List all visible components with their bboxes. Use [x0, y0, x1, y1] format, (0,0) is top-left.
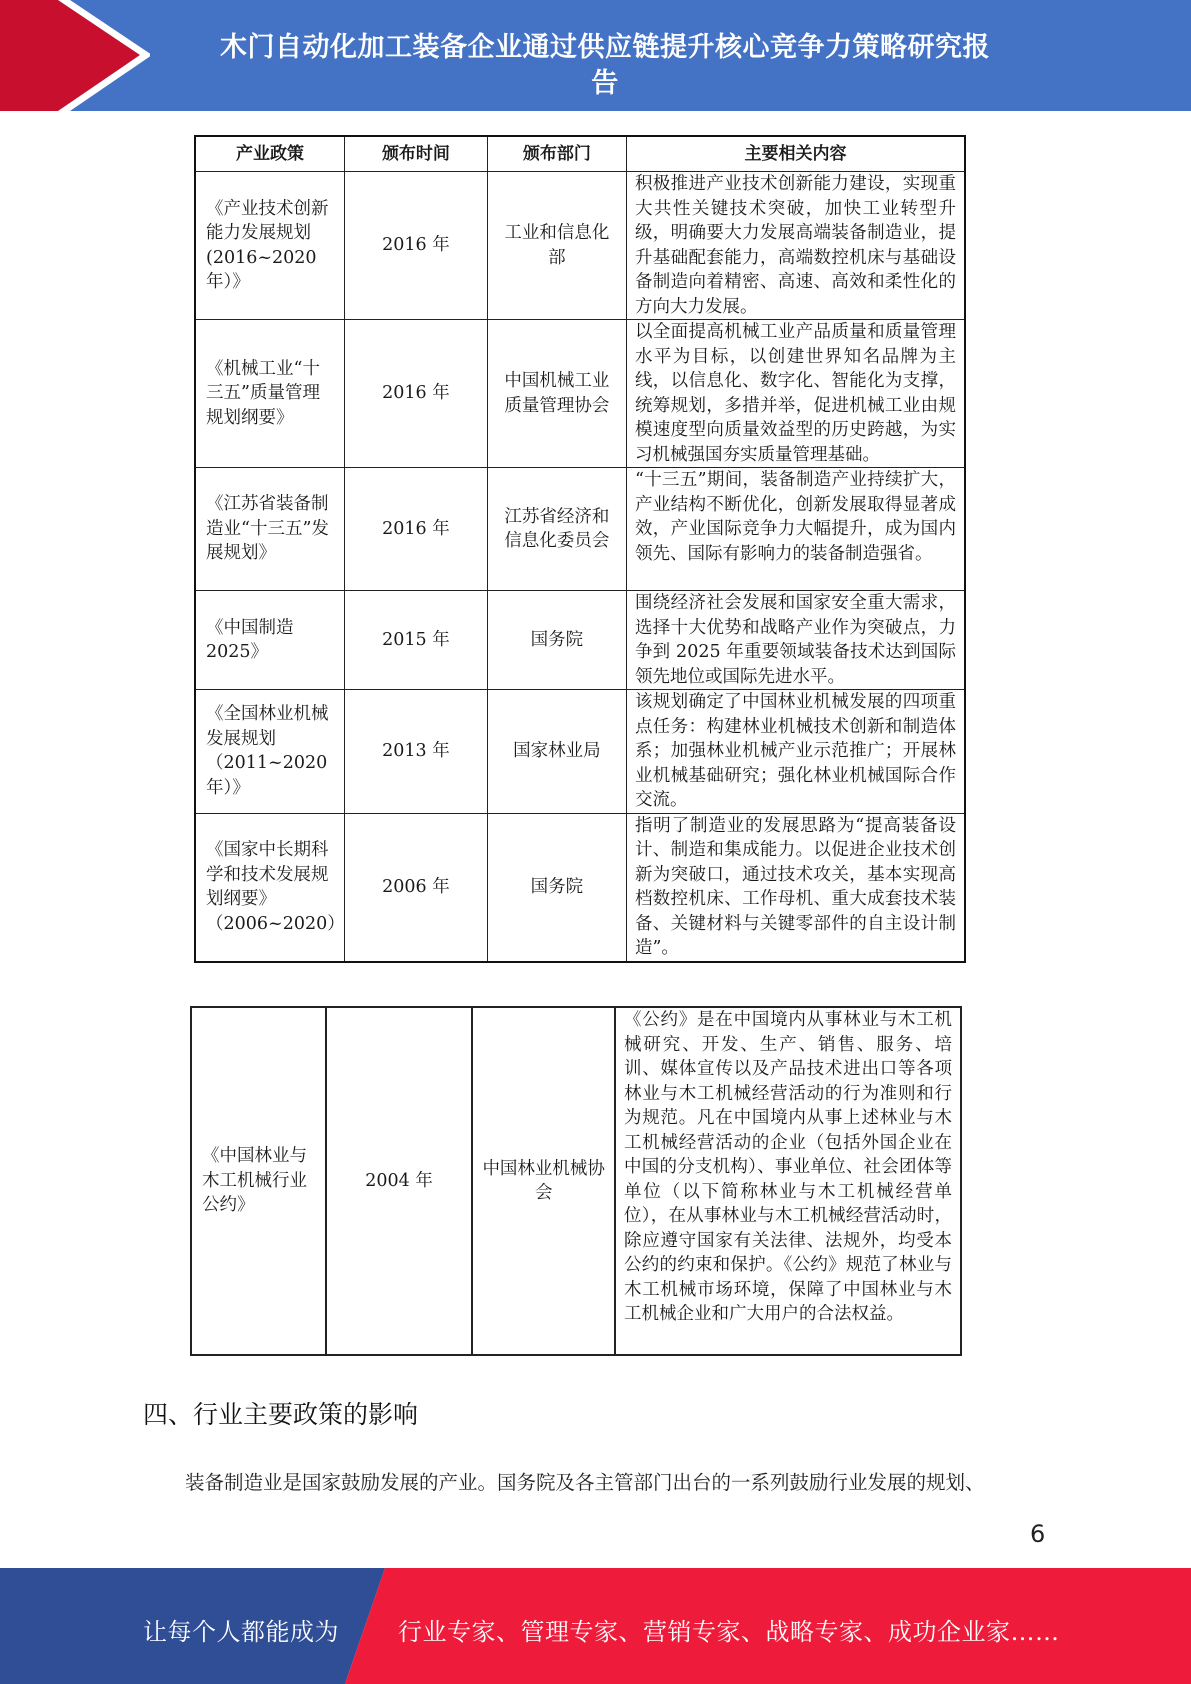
- table-row: [195, 468, 965, 591]
- policy-department: 中国林业机械协会: [472, 1007, 615, 1355]
- policy-department: 国务院: [487, 813, 626, 962]
- column-header-content: 主要相关内容: [626, 136, 965, 172]
- table-row: [195, 172, 965, 320]
- table-row: [191, 1007, 961, 1355]
- table-header-row: [195, 136, 965, 172]
- policy-content: 该规划确定了中国林业机械发展的四项重点任务：构建林业机械技术创新和制造体系；加强林业机械产业示范推广；开展林业机械基础研究；强化林业机械国际合作交流。: [626, 690, 965, 814]
- table-row: [195, 690, 965, 814]
- report-title: [175, 30, 1035, 102]
- policy-name: 《江苏省装备制造业“十三五”发展规划》: [195, 468, 344, 591]
- header-banner: [0, 0, 1191, 111]
- column-header-policy: 产业政策: [195, 136, 344, 172]
- report-title-line1: 木门自动化加工装备企业通过供应链提升核心竞争力策略研究报: [220, 32, 990, 63]
- policy-content: 《公约》是在中国境内从事林业与木工机械研究、开发、生产、销售、服务、培训、媒体宣传以及产品技术进出口等各项林业与木工机械经营活动的行为准则和行为规范。凡在中国境内从事上述林业与木工机械经营活动的企业（包括外国企业在中国的分支机构）、事业单位、社会团体等单位（以下简称林业与木工机械经营单位），在从事林业与木工机械经营活动时，除应遵守国家有关法律、法规外，均受本公约的约束和保护。《公约》规范了林业与木工机械市场环境，保障了中国林业与木工机械企业和广大用户的合法权益。: [615, 1007, 961, 1355]
- policy-content: 围绕经济社会发展和国家安全重大需求，选择十大优势和战略产业作为突破点，力争到 2025 年重要领域装备技术达到国际领先地位或国际先进水平。: [626, 591, 965, 690]
- policy-department: 国家林业局: [487, 690, 626, 814]
- body-paragraph: 装备制造业是国家鼓励发展的产业。国务院及各主管部门出台的一系列鼓励行业发展的规划、: [185, 1471, 985, 1494]
- policy-content: “十三五”期间，装备制造产业持续扩大，产业结构不断优化，创新发展取得显著成效，产业国际竞争力大幅提升，成为国内领先、国际有影响力的装备制造强省。: [626, 468, 965, 591]
- policy-name: 《全国林业机械发展规划（2011~2020年）》: [195, 690, 344, 814]
- policy-department: 工业和信息化部: [487, 172, 626, 320]
- report-title-line2: 告: [591, 68, 619, 99]
- table-row: [195, 591, 965, 690]
- header-arrow-decoration: [0, 0, 150, 111]
- section-heading: 四、行业主要政策的影响: [143, 1400, 419, 1429]
- policy-date: 2016 年: [344, 320, 487, 468]
- policy-content: 以全面提高机械工业产品质量和质量管理水平为目标，以创建世界知名品牌为主线，以信息化、数字化、智能化为支撑，统筹规划，多措并举，促进机械工业由规模速度型向质量效益型的历史跨越，为实习机械强国夯实质量管理基础。: [626, 320, 965, 468]
- policy-date: 2013 年: [344, 690, 487, 814]
- policy-date: 2016 年: [344, 468, 487, 591]
- table-row: [195, 320, 965, 468]
- policy-department: 国务院: [487, 591, 626, 690]
- table-row: [195, 813, 965, 962]
- policy-name: 《中国林业与木工机械行业公约》: [191, 1007, 326, 1355]
- footer-slogan-right: 行业专家、管理专家、营销专家、战略专家、成功企业家……: [398, 1618, 1060, 1646]
- column-header-date: 颁布时间: [344, 136, 487, 172]
- policy-date: 2006 年: [344, 813, 487, 962]
- policy-date: 2016 年: [344, 172, 487, 320]
- policy-department: 中国机械工业质量管理协会: [487, 320, 626, 468]
- policy-name: 《机械工业“十三五”质量管理规划纲要》: [195, 320, 344, 468]
- policy-name: 《中国制造2025》: [195, 591, 344, 690]
- policy-name: 《产业技术创新能力发展规划(2016~2020年）》: [195, 172, 344, 320]
- policy-date: 2004 年: [326, 1007, 473, 1355]
- policy-table: [194, 135, 966, 963]
- policy-date: 2015 年: [344, 591, 487, 690]
- policy-table-continued: [190, 1006, 962, 1356]
- footer-slogan-left: 让每个人都能成为: [143, 1618, 339, 1646]
- policy-content: 积极推进产业技术创新能力建设，实现重大共性关键技术突破，加快工业转型升级，明确要大力发展高端装备制造业，提升基础配套能力，高端数控机床与基础设备制造向着精密、高速、高效和柔性化的方向大力发展。: [626, 172, 965, 320]
- page-number: 6: [1030, 1520, 1046, 1548]
- policy-name: 《国家中长期科学和技术发展规划纲要》（2006~2020）: [195, 813, 344, 962]
- column-header-department: 颁布部门: [487, 136, 626, 172]
- policy-department: 江苏省经济和信息化委员会: [487, 468, 626, 591]
- policy-content: 指明了制造业的发展思路为“提高装备设计、制造和集成能力。以促进企业技术创新为突破口，通过技术攻关，基本实现高档数控机床、工作母机、重大成套技术装备、关键材料与关键零部件的自主设计制造”。: [626, 813, 965, 962]
